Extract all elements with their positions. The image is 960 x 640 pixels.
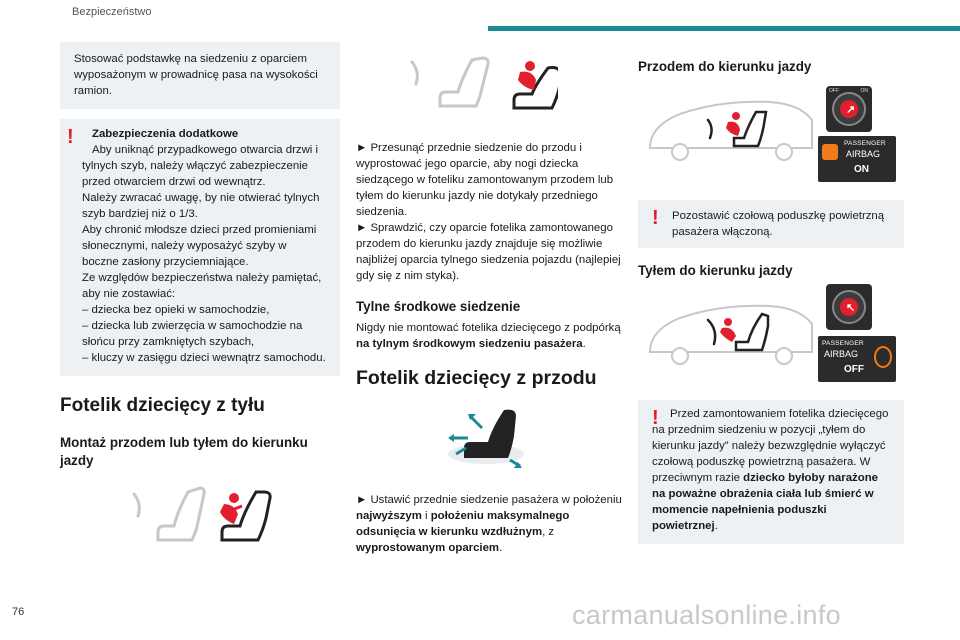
front-seat-text-bold: najwyższym bbox=[356, 510, 422, 522]
warning-airbag-off-text bbox=[652, 406, 890, 534]
middle-seat-text bbox=[356, 320, 624, 352]
warning-icon: ! bbox=[67, 126, 74, 148]
instruction-move-seat: ► Przesunąć przednie siedzenie do przodu i wyprostować jego oparcie, aby nogi dziecka siedzącego w foteliku zamontowanym przodem lub tyłem do kierunku jazdy nie dotykały przedniego siedzenia. bbox=[356, 142, 614, 218]
heading-front-child-seat: Fotelik dziecięcy z przodu bbox=[356, 367, 597, 389]
warning-icon: ! bbox=[652, 407, 659, 429]
car-forward-illustration bbox=[644, 98, 818, 162]
airbag-off-line2: AIRBAG bbox=[824, 349, 859, 359]
switch-on-label: ON bbox=[860, 88, 868, 94]
warning-box-extra-safety bbox=[60, 119, 340, 376]
front-seat-text-part: . bbox=[499, 542, 503, 554]
column-3 bbox=[638, 36, 904, 544]
rearward-facing-figure bbox=[638, 284, 904, 390]
page-number: 76 bbox=[12, 606, 25, 618]
booster-note-text: Stosować podstawkę na siedzeniu z oparciem wyposażonym w prowadnicę pasa na wysokości ramion. bbox=[74, 53, 318, 97]
subheading-mounting-direction: Montaż przodem lub tyłem do kierunku jazdy bbox=[60, 435, 308, 468]
forward-facing-figure bbox=[638, 82, 904, 186]
front-seat-adjust-illustration bbox=[426, 404, 526, 478]
warning-title: Zabezpieczenia dodatkowe bbox=[92, 128, 239, 140]
front-seat-text-part: , z bbox=[542, 526, 555, 538]
airbag-warning-icon bbox=[822, 144, 838, 160]
front-seat-text-part: ► Ustawić przednie siedzenie pasażera w położeniu bbox=[356, 494, 622, 506]
column-2 bbox=[356, 36, 624, 556]
warning-line: Aby uniknąć przypadkowego otwarcia drzwi i tylnych szyb, należy włączyć zabezpieczenie przed otwarciem drzwi od wewnątrz. bbox=[82, 144, 319, 188]
heading-rear-child-seat: Fotelik dziecięcy z tyłu bbox=[60, 395, 265, 416]
front-seat-instruction bbox=[356, 492, 624, 556]
heading-forward-facing: Przodem do kierunku jazdy bbox=[638, 59, 812, 74]
airbag-on-state: ON bbox=[854, 164, 869, 175]
warning-line: Ze względów bezpieczeństwa należy pamiętać, aby nie zostawiać: bbox=[82, 272, 322, 300]
airbag-off-icon bbox=[874, 346, 892, 368]
front-seat-text-part: i bbox=[421, 510, 431, 522]
warning-list-item: – dziecka bez opieki w samochodzie, bbox=[82, 304, 270, 316]
heading-rear-middle-seat: Tylne środkowe siedzenie bbox=[356, 299, 521, 314]
airbag-on-line2: AIRBAG bbox=[846, 149, 881, 159]
airbag-switch-on-icon: ↗ OFF ON bbox=[826, 86, 872, 132]
header-accent-bar bbox=[488, 26, 960, 31]
middle-seat-text-part: Nigdy nie montować fotelika dziecięcego z podpórką bbox=[356, 322, 621, 334]
middle-seat-text-part: . bbox=[582, 338, 586, 350]
warning-airbag-off-bold: dziecko byłoby narażone na poważne obrażenia ciała lub śmierć w momencie napełnienia poduszki powietrznej bbox=[652, 472, 878, 532]
front-seat-text-bold: wyprostowanym oparciem bbox=[356, 542, 500, 554]
warning-airbag-off-part: . bbox=[714, 520, 718, 532]
airbag-on-line1: PASSENGER bbox=[844, 140, 886, 147]
airbag-switch-off-icon: ↖ bbox=[826, 284, 872, 330]
warning-icon: ! bbox=[652, 207, 659, 229]
booster-note-box bbox=[60, 42, 340, 109]
note-box-airbag-on bbox=[638, 200, 904, 248]
front-seat-text-bold: położeniu maksymalnego odsunięcia w kierunku wzdłużnym bbox=[356, 510, 570, 538]
rear-seat-mounting-illustration bbox=[116, 484, 276, 546]
column-1 bbox=[60, 36, 340, 546]
front-seat-forward-illustration bbox=[398, 54, 558, 114]
warning-line: Aby chronić młodsze dzieci przed promieniami słonecznymi, należy wyposażyć szyby w boczne zasłony przyciemniające. bbox=[82, 224, 317, 268]
watermark: carmanualsonline.info bbox=[572, 600, 841, 630]
middle-seat-text-bold: na tylnym środkowym siedzeniu pasażera bbox=[356, 338, 583, 350]
heading-rearward-facing: Tyłem do kierunku jazdy bbox=[638, 263, 793, 278]
passenger-airbag-off-indicator bbox=[818, 336, 896, 382]
warning-list-item: – dziecka lub zwierzęcia w samochodzie na słońcu przy zamkniętych szybach, bbox=[82, 320, 303, 348]
warning-line: Należy zwracać uwagę, by nie otwierać tylnych szyb bardziej niż o 1/3. bbox=[82, 192, 320, 220]
instruction-check-backrest: ► Sprawdzić, czy oparcie fotelika zamontowanego przodem do kierunku jazdy znajduje się możliwie najbliżej oparcia tylnego siedzenia pojazdu (najlepiej gdy się z nim styka). bbox=[356, 222, 621, 282]
note-airbag-on-text: Pozostawić czołową poduszkę powietrzną pasażera włączoną. bbox=[672, 210, 885, 238]
warning-airbag-off-part: Przed zamontowaniem fotelika dziecięcego na przednim siedzeniu w pozycji „tyłem do kierunku jazdy” należy bezwzględnie wyłączyć czołową poduszkę powietrzną pasażera. W przeciwnym razie bbox=[652, 408, 889, 484]
airbag-off-state: OFF bbox=[844, 364, 864, 375]
section-header: Bezpieczeństwo bbox=[72, 6, 152, 18]
warning-box-airbag-off bbox=[638, 400, 904, 544]
switch-off-label: OFF bbox=[829, 88, 839, 94]
airbag-off-line1: PASSENGER bbox=[822, 340, 864, 347]
car-rearward-illustration bbox=[644, 302, 818, 366]
passenger-airbag-on-indicator bbox=[818, 136, 896, 182]
warning-list-item: – kluczy w zasięgu dzieci wewnątrz samochodu. bbox=[82, 352, 326, 364]
